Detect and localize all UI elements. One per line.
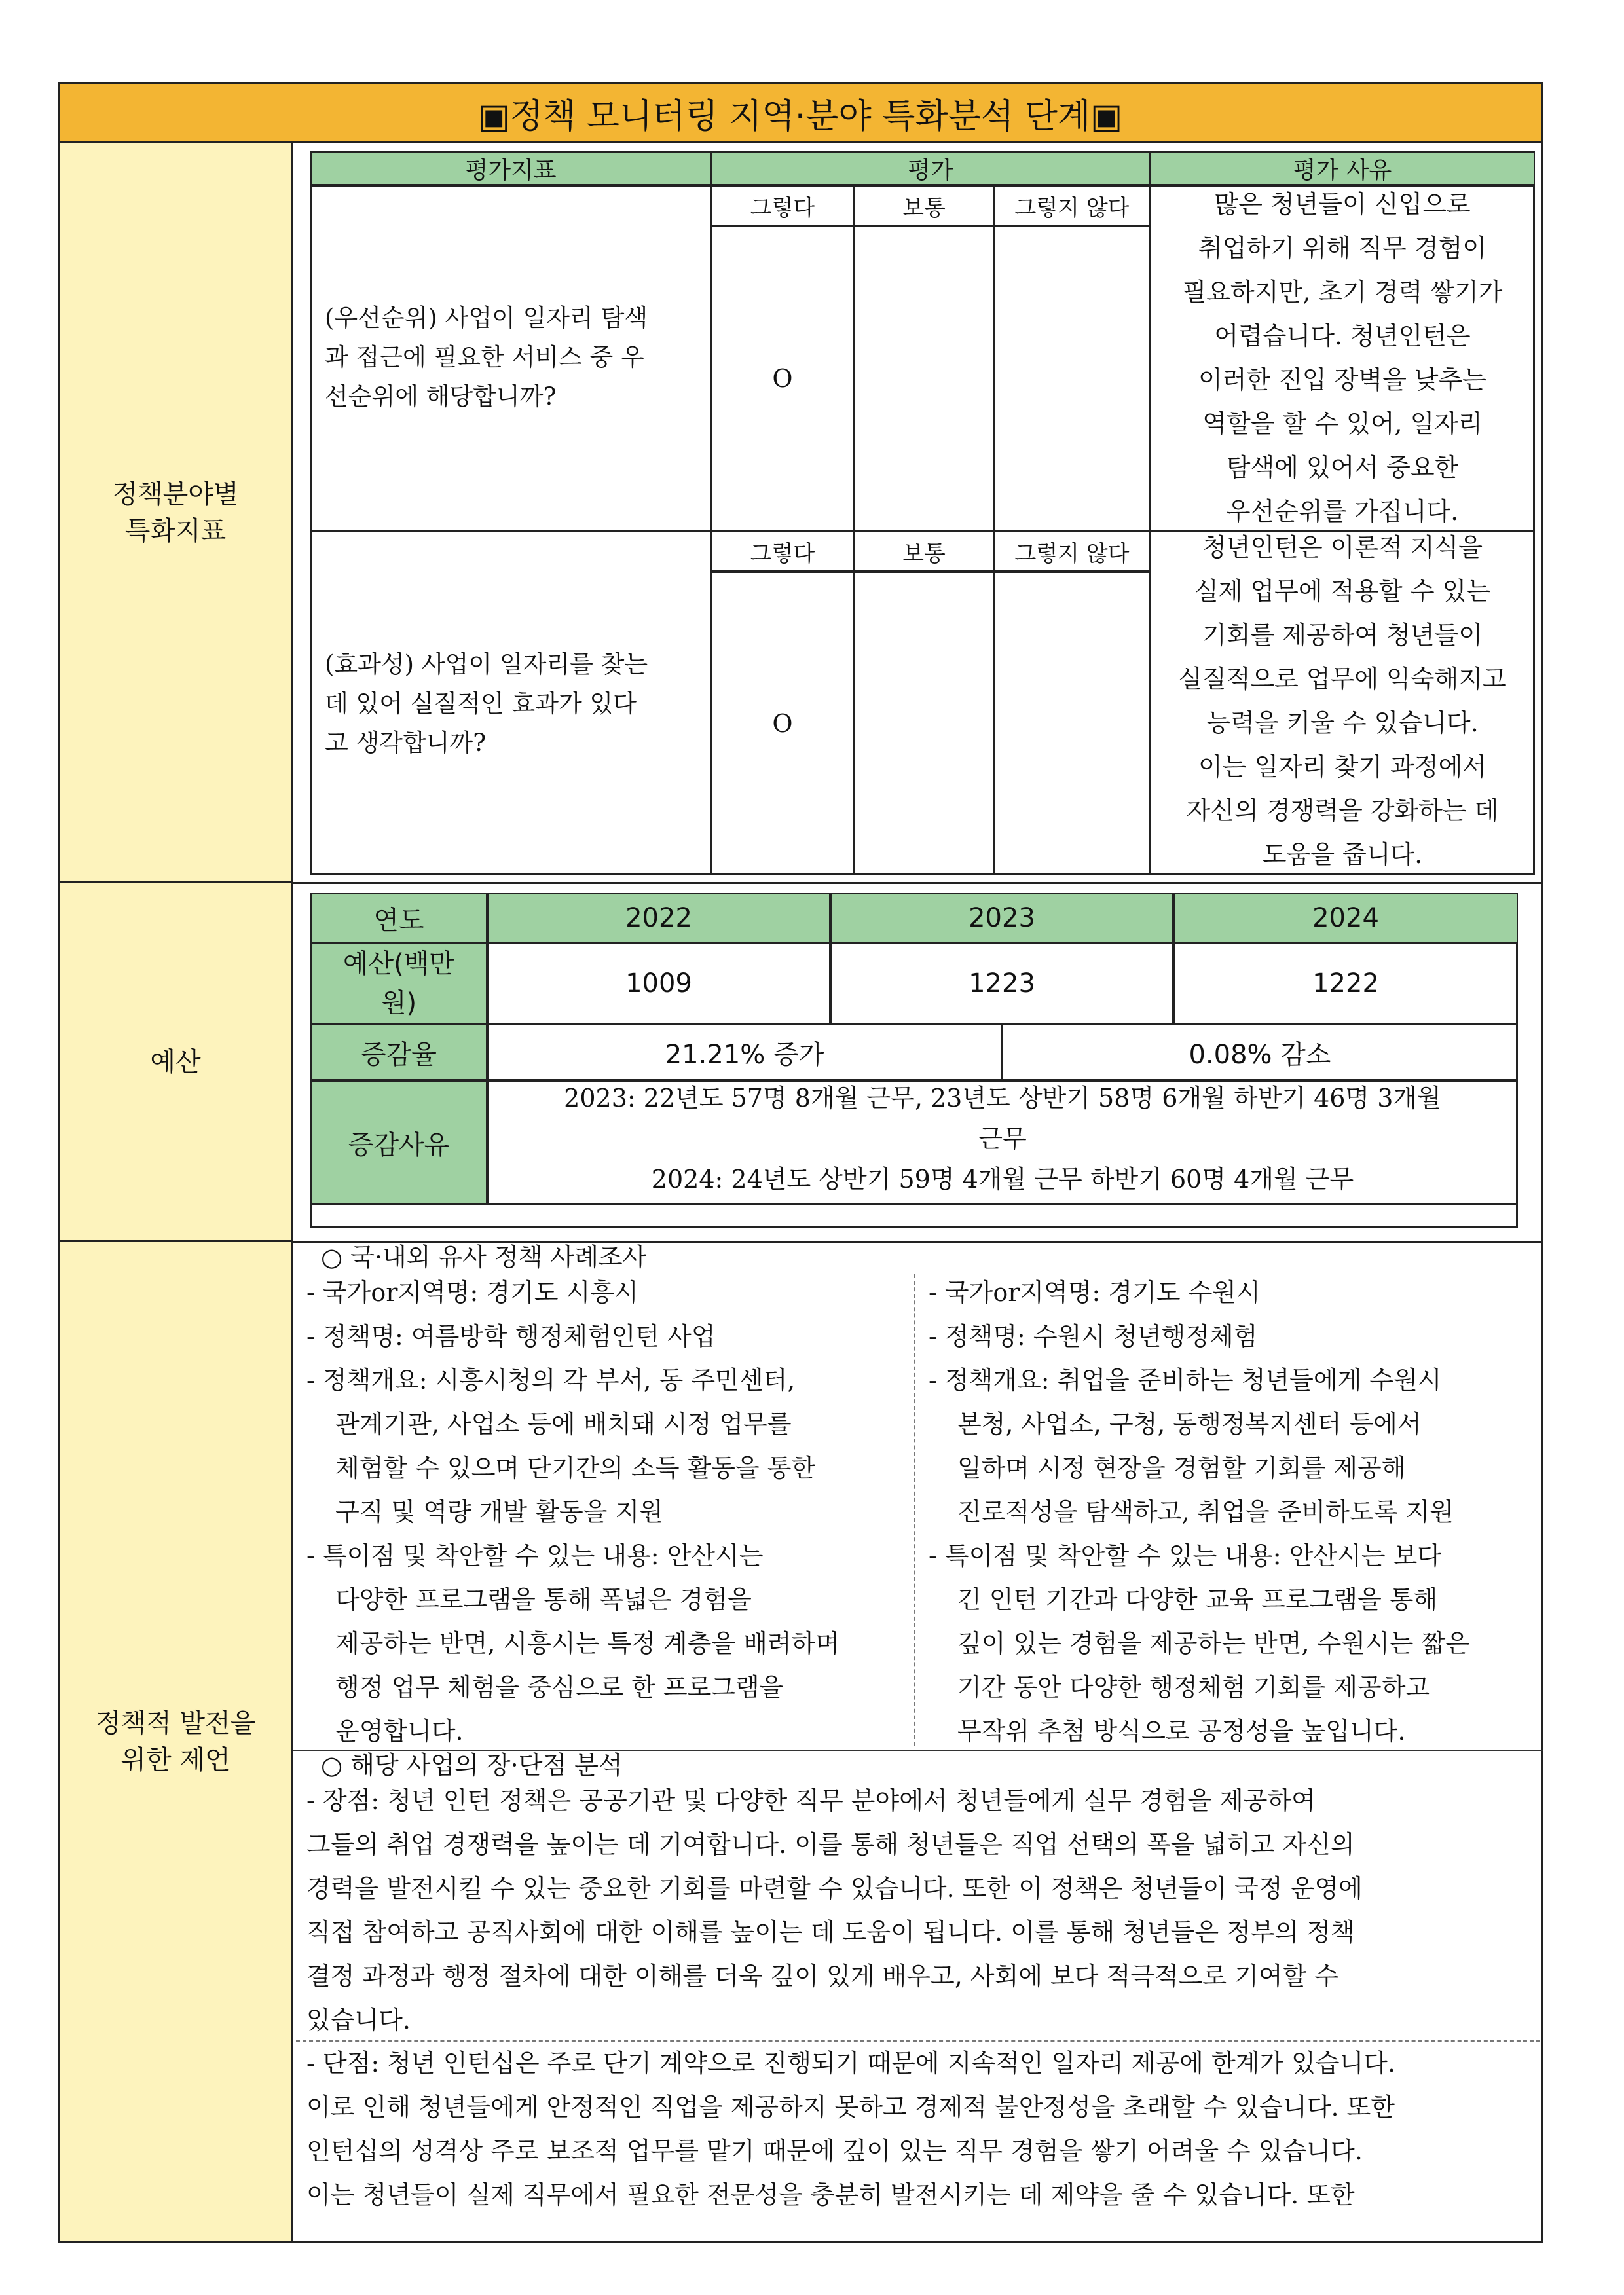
budget-amount-label: 예산(백만 원): [310, 943, 487, 1024]
section-label-budget: 예산: [58, 883, 293, 1242]
reason-cell: 청년인턴은 이론적 지식을 실제 업무에 적용할 수 있는 기회를 제공하여 청년들이 실질적으로 업무에 익숙해지고 능력을 키울 수 있습니다. 이는 일자리 찾기 과정에서 자신의 경쟁력을 강화하는 데 도움을 줍니다.: [1150, 531, 1535, 875]
reason-cell: 많은 청년들이 신입으로 취업하기 위해 직무 경험이 필요하지만, 초기 경력 쌓기가 어렵습니다. 청년인턴은 이러한 진입 장벽을 낮추는 역할을 할 수 있어, 일자리 탐색에 있어서 중요한 우선순위를 가집니다.: [1150, 185, 1535, 531]
answer-cell-yes: [711, 226, 854, 531]
answer-cell-no: [994, 572, 1150, 875]
answer-cell-no: [994, 226, 1150, 531]
question-cell: [310, 185, 711, 531]
budget-year: 2022: [487, 893, 830, 943]
option-no: 그렇지 않다: [994, 531, 1150, 572]
answer-cell-neutral: [854, 572, 994, 875]
budget-year: 2024: [1173, 893, 1518, 943]
budget-year: 2023: [830, 893, 1173, 943]
option-neutral: 보통: [854, 531, 994, 572]
section-divider: [293, 882, 1543, 884]
page-title: ▣정책 모니터링 지역·분야 특화분석 단계▣: [477, 96, 1123, 136]
answer-cell-neutral: [854, 226, 994, 531]
option-neutral: 보통: [854, 185, 994, 226]
budget-amount: 1222: [1173, 943, 1518, 1024]
budget-amount: 1223: [830, 943, 1173, 1024]
budget-change: 0.08% 감소: [1002, 1024, 1518, 1080]
analysis-heading: ○ 해당 사업의 장·단점 분석: [321, 1751, 623, 1780]
option-no: 그렇지 않다: [994, 185, 1150, 226]
case-divider: [914, 1274, 915, 1746]
answer-cell-yes: [711, 572, 854, 875]
question-cell: [310, 531, 711, 875]
option-yes: 그렇다: [711, 185, 854, 226]
option-yes: 그렇다: [711, 531, 854, 572]
budget-year-label: 연도: [310, 893, 487, 943]
budget-reason: 2023: 22년도 57명 8개월 근무, 23년도 상반기 58명 6개월 하반기 46명 3개월 근무 2024: 24년도 상반기 59명 4개월 근무 하반기 60명 4개월 근무: [487, 1080, 1518, 1205]
budget-change-label: 증감율: [310, 1024, 487, 1080]
budget-reason-label: 증감사유: [310, 1080, 487, 1205]
budget-change: 21.21% 증가: [487, 1024, 1002, 1080]
similar-cases-heading: ○ 국·내외 유사 정책 사례조사: [321, 1243, 647, 1272]
question-line: 데 있어 실질적인 효과가 있다: [325, 689, 637, 718]
header-reason: 평가 사유: [1150, 151, 1535, 185]
header-indicator: 평가지표: [310, 151, 711, 185]
budget-amount: 1009: [487, 943, 830, 1024]
question-line: 선순위에 해당합니까?: [325, 382, 557, 411]
section-label-proposal: 정책적 발전을 위한 제언: [58, 1242, 293, 2243]
title-bar: [58, 82, 1543, 143]
question-line: 고 생각합니까?: [325, 729, 487, 757]
answer-mark: O: [772, 709, 793, 738]
answer-mark: O: [772, 364, 793, 393]
section-label-indicators: 정책분야별 특화지표: [58, 143, 293, 883]
question-line: 과 접근에 필요한 서비스 중 우: [325, 343, 644, 371]
header-evaluation: 평가: [711, 151, 1150, 185]
question-line: (효과성) 사업이 일자리를 찾는: [325, 650, 648, 678]
question-line: (우선순위) 사업이 일자리 탐색: [325, 304, 648, 332]
